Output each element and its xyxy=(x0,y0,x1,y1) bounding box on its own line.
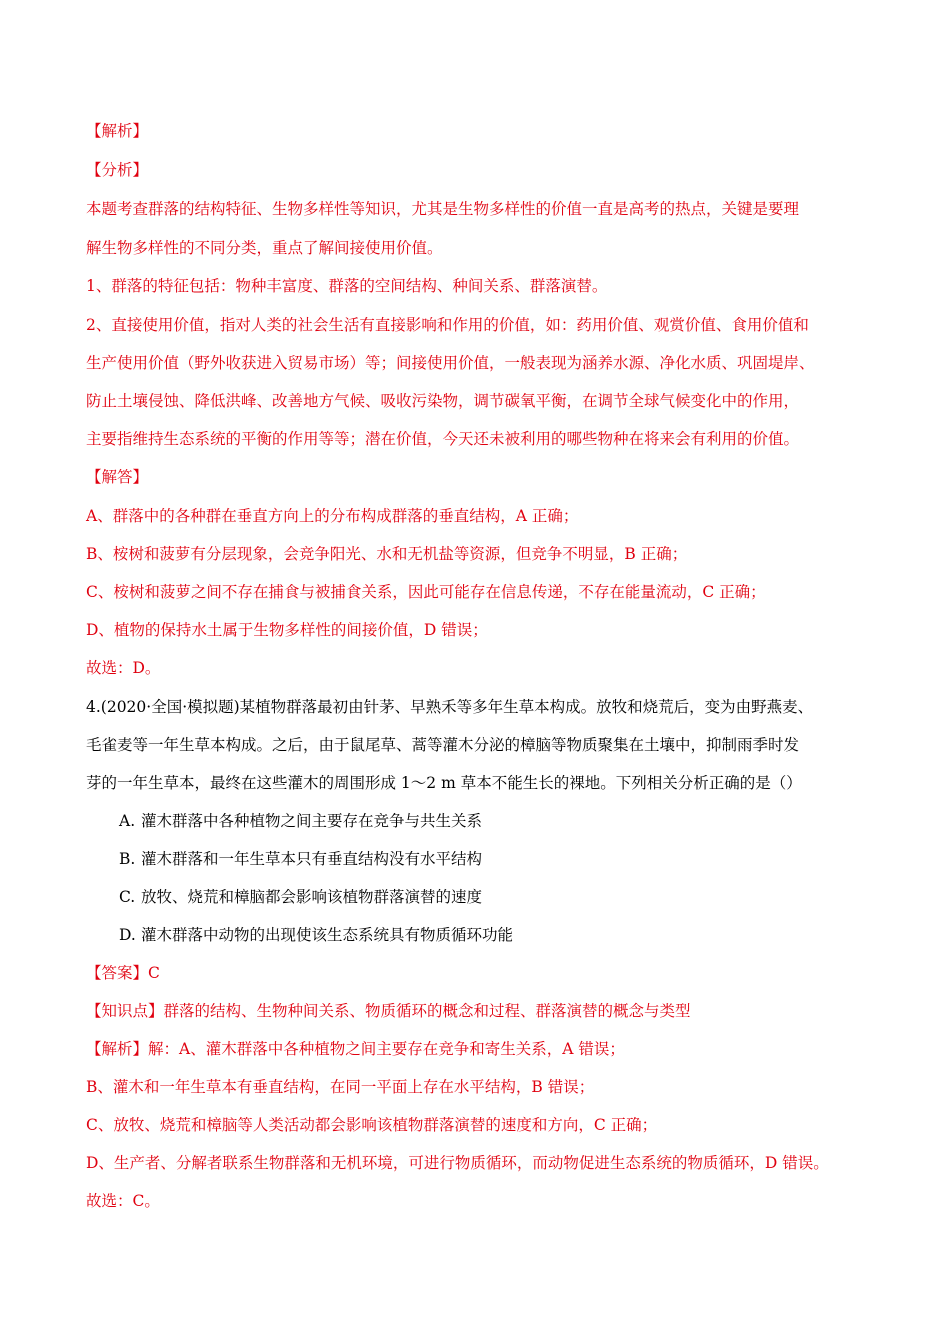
analysis-line: B、灌木和一年生草本有垂直结构，在同一平面上存在水平结构，B 错误； xyxy=(86,1078,595,1096)
option-label: A. xyxy=(119,812,136,830)
answer-label: 【答案】 xyxy=(86,964,149,982)
fenxi-line: 防止土壤侵蚀、降低洪峰、改善地方气候、吸收污染物，调节碳氧平衡，在调节全球气候变化中的作用， xyxy=(86,392,800,410)
option-b xyxy=(119,849,482,869)
fenxi-heading: 【分析】 xyxy=(86,161,149,179)
analysis-label: 【解析】 xyxy=(86,1040,149,1058)
option-label: D. xyxy=(119,926,136,944)
analysis-conclusion: 故选：C。 xyxy=(86,1192,160,1210)
knowledge-line xyxy=(86,1001,691,1021)
analysis-first-line xyxy=(86,1039,625,1059)
option-text: 放牧、烧荒和樟脑都会影响该植物群落演替的速度 xyxy=(141,888,483,906)
option-text: 灌木群落中各种植物之间主要存在竞争与共生关系 xyxy=(141,812,483,830)
fenxi-line: 2、直接使用价值，指对人类的社会生活有直接影响和作用的价值，如：药用价值、观赏价值、食用价值和 xyxy=(86,316,809,334)
jiexi-heading: 【解析】 xyxy=(86,122,149,140)
jieda-conclusion: 故选：D。 xyxy=(86,659,161,677)
knowledge-label: 【知识点】 xyxy=(86,1002,164,1020)
fenxi-line: 解生物多样性的不同分类，重点了解间接使用价值。 xyxy=(86,239,443,257)
question-stem-line: 芽的一年生草本，最终在这些灌木的周围形成 1～2 m 草本不能生长的裸地。下列相关分析正确的是（） xyxy=(86,774,802,792)
jieda-heading: 【解答】 xyxy=(86,468,149,486)
option-text: 灌木群落和一年生草本只有垂直结构没有水平结构 xyxy=(141,850,483,868)
analysis-line: C、放牧、烧荒和樟脑等人类活动都会影响该植物群落演替的速度和方向，C 正确； xyxy=(86,1116,658,1134)
option-label: C. xyxy=(119,888,136,906)
fenxi-line: 1、群落的特征包括：物种丰富度、群落的空间结构、种间关系、群落演替。 xyxy=(86,277,608,295)
jieda-line: D、植物的保持水土属于生物多样性的间接价值，D 错误； xyxy=(86,621,488,639)
option-a xyxy=(119,811,482,831)
jieda-line: A、群落中的各种群在垂直方向上的分布构成群落的垂直结构，A 正确； xyxy=(86,507,579,525)
option-c xyxy=(119,887,482,907)
fenxi-line: 主要指维持生态系统的平衡的作用等等；潜在价值，今天还未被利用的哪些物种在将来会有利用的价值。 xyxy=(86,430,800,448)
answer-line xyxy=(86,963,160,983)
analysis-text: 解：A、灌木群落中各种植物之间主要存在竞争和寄生关系，A 错误； xyxy=(148,1040,625,1058)
option-d xyxy=(119,925,513,945)
answer-value: C xyxy=(148,964,160,982)
jieda-line: B、桉树和菠萝有分层现象，会竞争阳光、水和无机盐等资源，但竞争不明显，B 正确； xyxy=(86,545,688,563)
question-stem-line: 4.(2020·全国·模拟题)某植物群落最初由针茅、早熟禾等多年生草本构成。放牧和烧荒后，变为由野燕麦、 xyxy=(86,698,814,716)
option-text: 灌木群落中动物的出现使该生态系统具有物质循环功能 xyxy=(141,926,514,944)
jieda-line: C、桉树和菠萝之间不存在捕食与被捕食关系，因此可能存在信息传递，不存在能量流动，C 正确； xyxy=(86,583,766,601)
analysis-line: D、生产者、分解者联系生物群落和无机环境，可进行物质循环，而动物促进生态系统的物质循环，D 错误。 xyxy=(86,1154,829,1172)
option-label: B. xyxy=(119,850,136,868)
fenxi-line: 生产使用价值（野外收获进入贸易市场）等；间接使用价值，一般表现为涵养水源、净化水质、巩固堤岸、 xyxy=(86,354,815,372)
knowledge-text: 群落的结构、生物种间关系、物质循环的概念和过程、群落演替的概念与类型 xyxy=(163,1002,691,1020)
question-stem-line: 毛雀麦等一年生草本构成。之后，由于鼠尾草、蒿等灌木分泌的樟脑等物质聚集在土壤中，抑制雨季时发 xyxy=(86,736,800,754)
fenxi-line: 本题考查群落的结构特征、生物多样性等知识，尤其是生物多样性的价值一直是高考的热点，关键是要理 xyxy=(86,200,800,218)
